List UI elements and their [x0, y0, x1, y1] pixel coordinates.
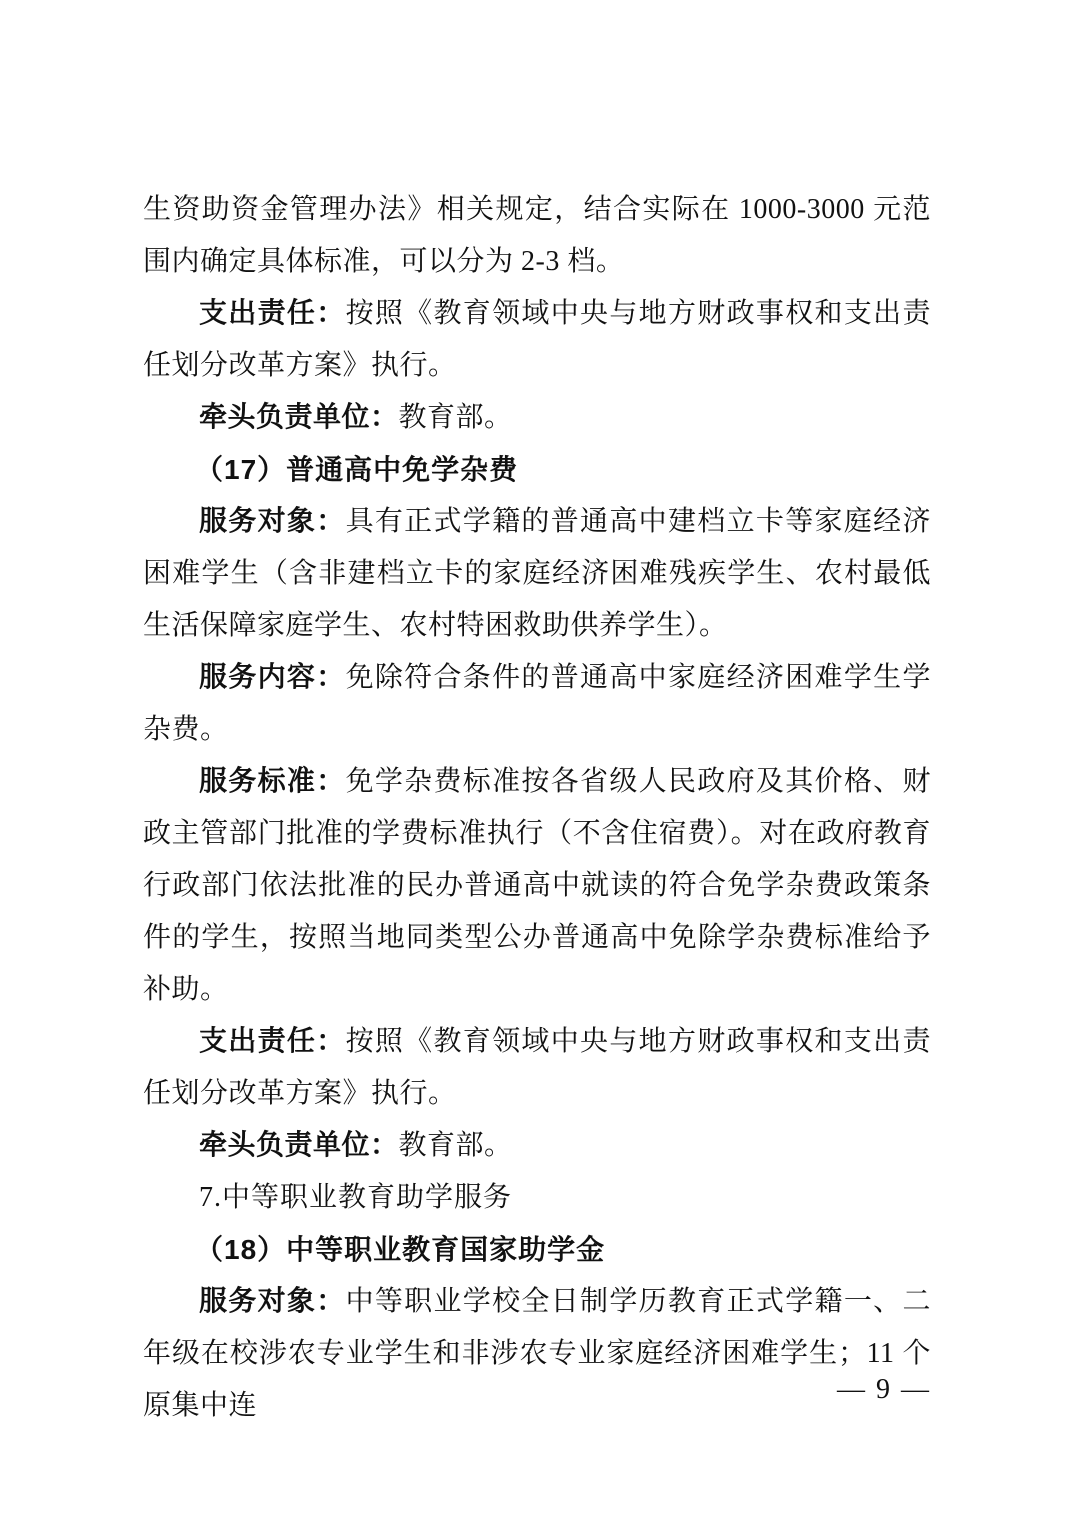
- paragraph-text: 教育部。: [398, 402, 513, 433]
- section-heading-18: （18）中等职业教育国家助学金: [195, 1234, 606, 1265]
- section-heading-17: （17）普通高中免学杂费: [195, 454, 519, 485]
- paragraph-text: 生资助资金管理办法》相关规定，结合实际在 1000-3000 元范围内确定具体标准，可以分为 2-3 档。: [143, 194, 931, 277]
- paragraph-lead-label: 服务标准：: [199, 766, 346, 797]
- page-footer: [143, 1368, 931, 1412]
- document-body: [143, 184, 931, 1432]
- paragraph-lead-label: 支出责任：: [199, 1026, 346, 1057]
- paragraph-lead-label: 服务对象：: [199, 506, 346, 537]
- paragraph-text: 按照《教育领域中央与地方财政事权和支出责任划分改革方案》执行。: [143, 298, 931, 381]
- paragraph-text: 免除符合条件的普通高中家庭经济困难学生学杂费。: [143, 662, 931, 745]
- paragraph-lead-label: 牵头负责单位：: [199, 402, 399, 433]
- paragraph-expenditure-responsibility: [143, 1016, 931, 1120]
- paragraph-text: 免学杂费标准按各省级人民政府及其价格、财政主管部门批准的学费标准执行（不含住宿费）。对在政府教育行政部门依法批准的民办普通高中就读的符合免学杂费政策条件的学生，按照当地同类型公办普通高中免除学杂费标准给予补助。: [143, 766, 931, 1005]
- paragraph-service-target: [143, 496, 931, 652]
- paragraph-lead-unit: [143, 392, 931, 444]
- paragraph-text: 教育部。: [398, 1130, 513, 1161]
- paragraph-service-standard: [143, 756, 931, 1016]
- subsection-heading-7: 7.中等职业教育助学服务: [199, 1182, 513, 1213]
- paragraph-lead-label: 支出责任：: [199, 298, 346, 329]
- paragraph-text: 具有正式学籍的普通高中建档立卡等家庭经济困难学生（含非建档立卡的家庭经济困难残疾学生、农村最低生活保障家庭学生、农村特困救助供养学生）。: [143, 506, 931, 641]
- paragraph-lead-label: 牵头负责单位：: [199, 1130, 399, 1161]
- paragraph-lead-label: 服务对象：: [199, 1286, 346, 1317]
- paragraph-expenditure-responsibility: [143, 288, 931, 392]
- paragraph-lead-label: 服务内容：: [199, 662, 346, 693]
- page-number: — 9 —: [837, 1374, 931, 1405]
- paragraph-continuation: [143, 184, 931, 288]
- paragraph-text: 中等职业学校全日制学历教育正式学籍一、二年级在校涉农专业学生和非涉农专业家庭经济困难学生；11 个原集中连: [143, 1286, 931, 1421]
- paragraph-service-content: [143, 652, 931, 756]
- paragraph-text: 按照《教育领域中央与地方财政事权和支出责任划分改革方案》执行。: [143, 1026, 931, 1109]
- paragraph-lead-unit: [143, 1120, 931, 1172]
